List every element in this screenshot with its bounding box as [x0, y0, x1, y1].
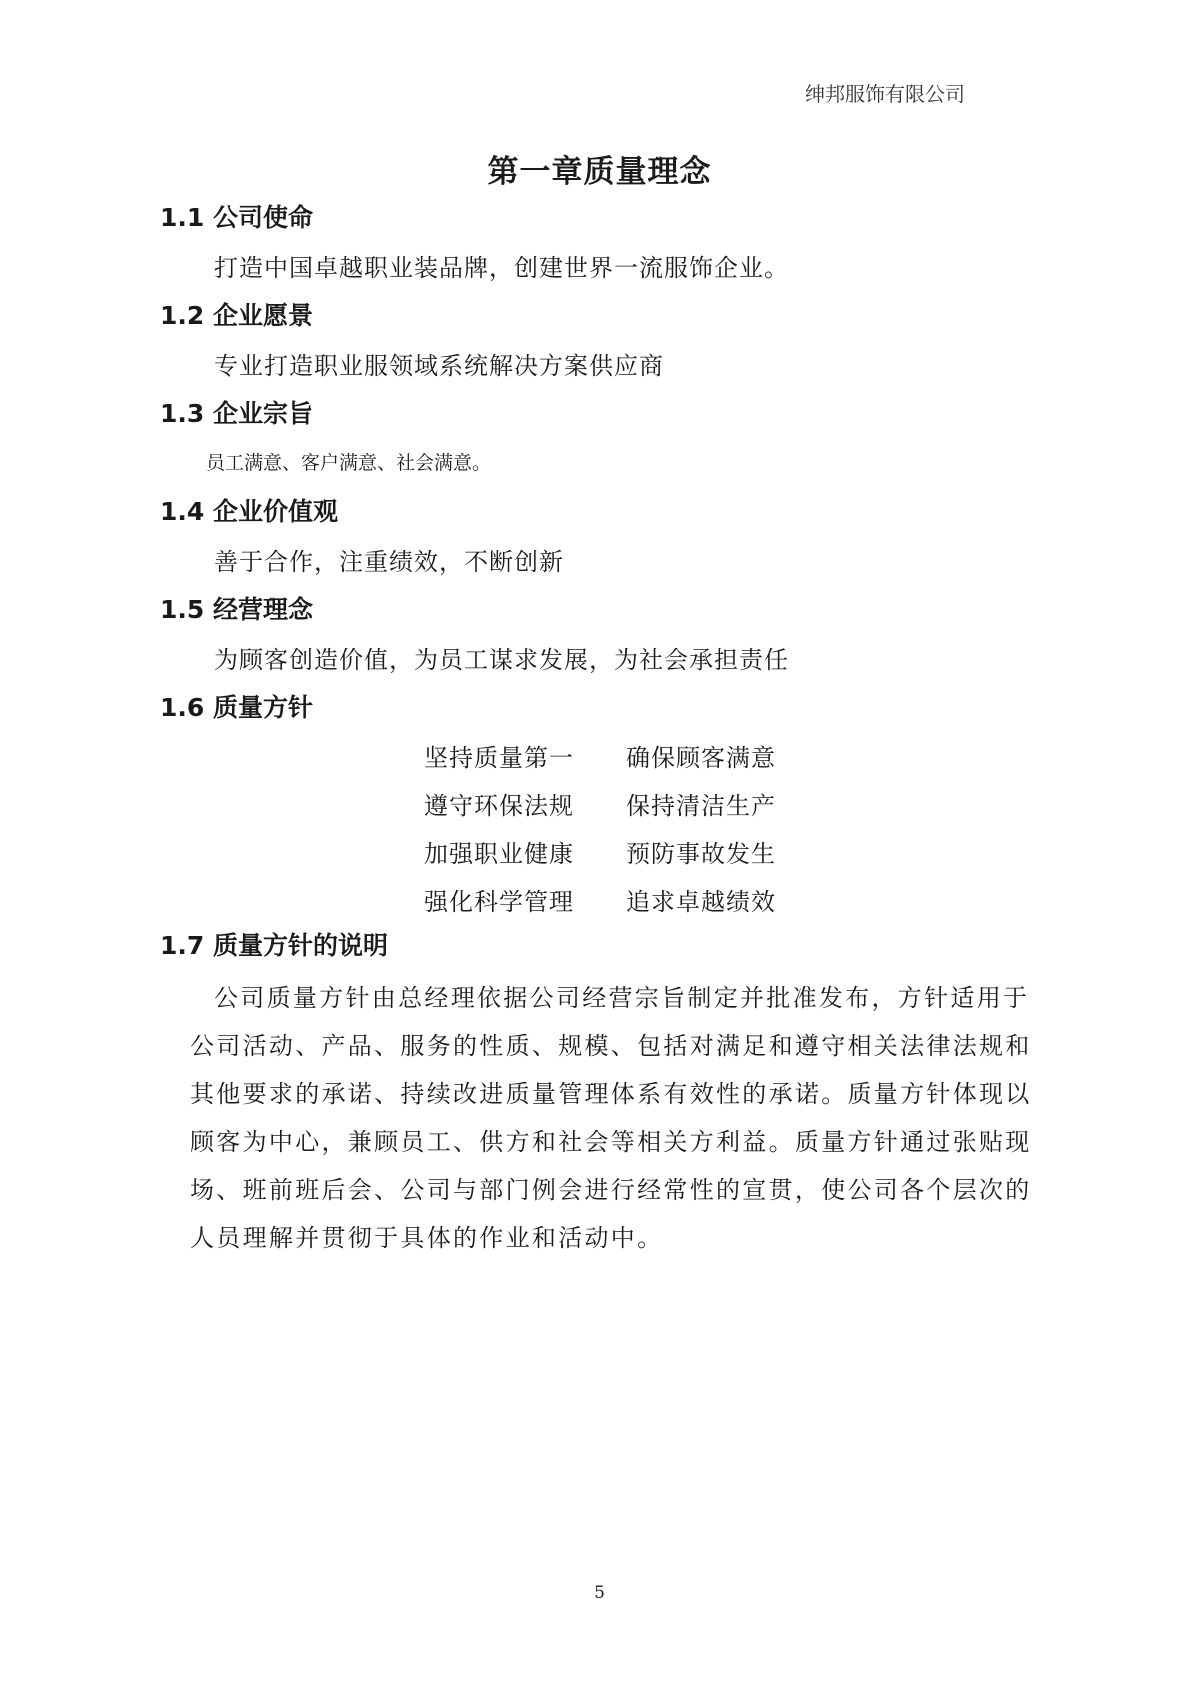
section-heading-policy-description: 1.7 质量方针的说明	[160, 931, 388, 960]
description-line: 场、班前班后会、公司与部门例会进行经常性的宣贯，使公司各个层次的	[190, 1176, 1032, 1204]
description-line: 顾客为中心，兼顾员工、供方和社会等相关方利益。质量方针通过张贴现	[190, 1128, 1032, 1156]
policy-left: 强化科学管理	[424, 888, 574, 916]
policy-line	[424, 738, 776, 773]
policy-line	[424, 882, 776, 917]
section-heading-vision: 1.2 企业愿景	[160, 301, 313, 330]
policy-left: 加强职业健康	[424, 840, 574, 868]
description-line: 公司活动、产品、服务的性质、规模、包括对满足和遵守相关法律法规和	[190, 1032, 1032, 1060]
section-text-values: 善于合作，注重绩效，不断创新	[214, 548, 564, 576]
section-heading-values: 1.4 企业价值观	[160, 497, 338, 526]
policy-line	[424, 834, 776, 869]
chapter-title: 第一章质量理念	[487, 154, 712, 190]
section-heading-mission: 1.1 公司使命	[160, 203, 313, 232]
section-heading-quality-policy: 1.6 质量方针	[160, 693, 313, 722]
policy-right: 追求卓越绩效	[626, 888, 776, 916]
page-number: 5	[594, 1583, 605, 1603]
policy-right: 预防事故发生	[626, 840, 776, 868]
header-company-name: 绅邦服饰有限公司	[805, 82, 965, 106]
section-text-purpose: 员工满意、客户满意、社会满意。	[206, 452, 492, 474]
section-text-mission: 打造中国卓越职业装品牌，创建世界一流服饰企业。	[214, 254, 789, 282]
section-text-philosophy: 为顾客创造价值，为员工谋求发展，为社会承担责任	[214, 646, 789, 674]
description-line: 公司质量方针由总经理依据公司经营宗旨制定并批准发布，方针适用于	[214, 984, 1030, 1012]
section-heading-philosophy: 1.5 经营理念	[160, 595, 313, 624]
policy-left: 坚持质量第一	[424, 744, 574, 772]
description-line: 人员理解并贯彻于具体的作业和活动中。	[190, 1224, 664, 1252]
policy-right: 保持清洁生产	[626, 792, 776, 820]
policy-left: 遵守环保法规	[424, 792, 574, 820]
description-line: 其他要求的承诺、持续改进质量管理体系有效性的承诺。质量方针体现以	[190, 1080, 1032, 1108]
section-text-vision: 专业打造职业服领域系统解决方案供应商	[214, 352, 664, 380]
policy-right: 确保顾客满意	[626, 744, 776, 772]
policy-line	[424, 786, 776, 821]
section-heading-purpose: 1.3 企业宗旨	[160, 399, 313, 428]
